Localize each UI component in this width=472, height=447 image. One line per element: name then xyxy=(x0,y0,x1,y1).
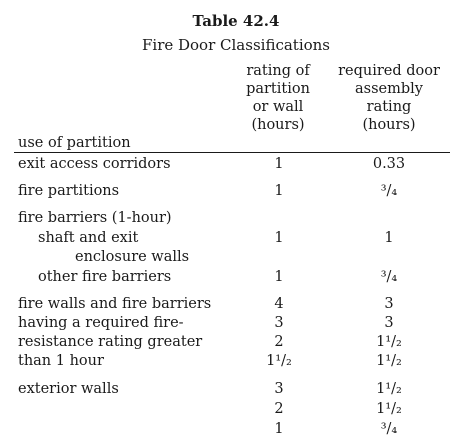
header-partition-rating-line: (hours) xyxy=(251,117,305,133)
row-label: fire partitions xyxy=(18,183,120,199)
row-partition-rating: 1 xyxy=(274,156,284,172)
row-label: resistance rating greater xyxy=(18,334,203,350)
row-label: enclosure walls xyxy=(75,249,190,265)
header-door-rating-line: assembly xyxy=(355,81,423,97)
header-door-rating-line: (hours) xyxy=(362,117,416,133)
row-partition-rating: 2 xyxy=(274,401,284,417)
header-rule xyxy=(14,152,450,153)
row-door-rating: ³/₄ xyxy=(380,269,398,285)
row-partition-rating: 3 xyxy=(274,381,284,397)
row-partition-rating: 1 xyxy=(274,421,284,437)
row-label: shaft and exit xyxy=(38,230,139,246)
header-door-rating-line: rating xyxy=(366,99,412,115)
header-door-rating xyxy=(334,62,444,134)
row-door-rating: 1¹/₂ xyxy=(376,334,402,350)
row-label: fire barriers (1-hour) xyxy=(18,210,172,226)
row-label: exterior walls xyxy=(18,381,119,397)
header-use-of-partition: use of partition xyxy=(18,135,131,151)
row-door-rating: 0.33 xyxy=(372,156,406,172)
row-partition-rating: 1 xyxy=(274,183,284,199)
table-number: Table 42.4 xyxy=(192,12,280,30)
row-door-rating: 3 xyxy=(384,315,394,331)
row-door-rating: 1 xyxy=(384,230,394,246)
header-partition-rating xyxy=(235,62,321,134)
row-partition-rating: 1 xyxy=(274,269,284,285)
table-caption: Fire Door Classifications xyxy=(141,36,331,54)
header-door-rating-line: required door xyxy=(338,63,440,79)
row-label: fire walls and fire barriers xyxy=(18,296,212,312)
row-label: exit access corridors xyxy=(18,156,171,172)
row-partition-rating: 1 xyxy=(274,230,284,246)
row-label: having a required fire- xyxy=(18,315,184,331)
row-label: than 1 hour xyxy=(18,353,104,369)
row-door-rating: ³/₄ xyxy=(380,183,398,199)
row-door-rating: ³/₄ xyxy=(380,421,398,437)
header-partition-rating-line: partition xyxy=(246,81,310,97)
row-door-rating: 1¹/₂ xyxy=(376,381,402,397)
row-door-rating: 1¹/₂ xyxy=(376,401,402,417)
row-partition-rating: 4 xyxy=(274,296,284,312)
row-door-rating: 1¹/₂ xyxy=(376,353,402,369)
header-partition-rating-line: rating of xyxy=(246,63,310,79)
row-label: other fire barriers xyxy=(38,269,172,285)
row-partition-rating: 1¹/₂ xyxy=(266,353,292,369)
row-door-rating: 3 xyxy=(384,296,394,312)
row-partition-rating: 2 xyxy=(274,334,284,350)
row-partition-rating: 3 xyxy=(274,315,284,331)
header-partition-rating-line: or wall xyxy=(252,99,304,115)
